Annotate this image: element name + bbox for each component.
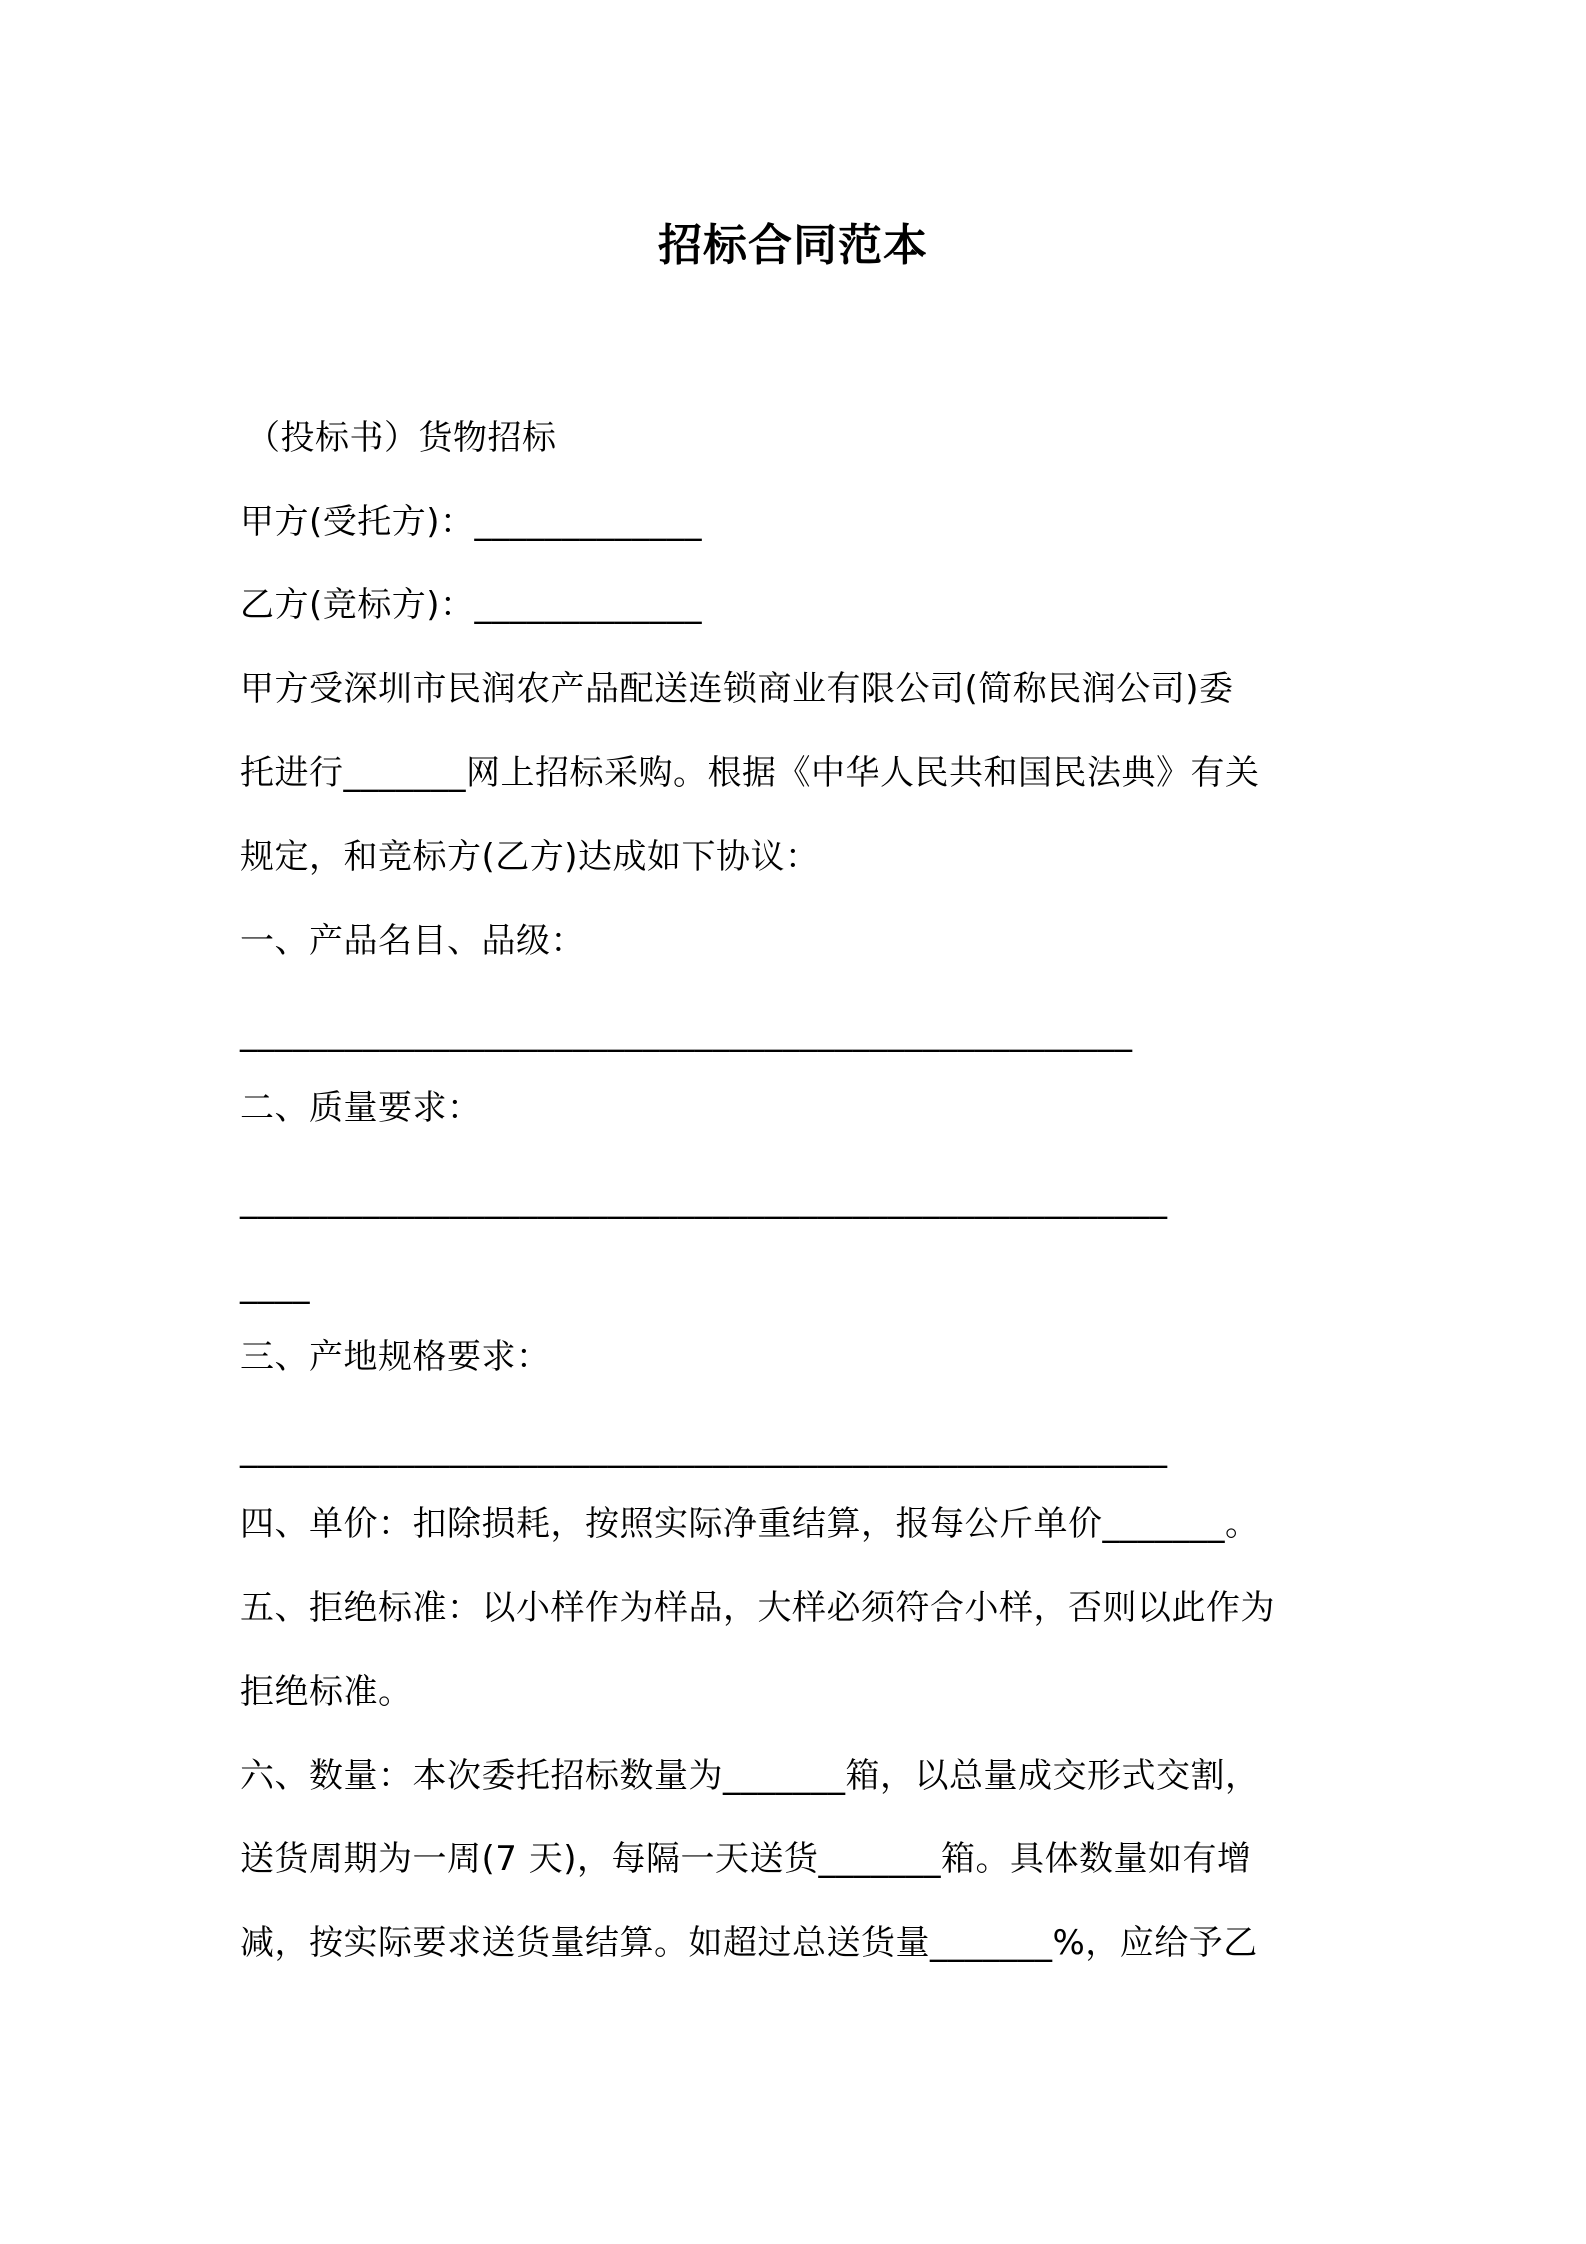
subtitle-line: （投标书）货物招标 bbox=[246, 418, 557, 458]
blank-fill-line: _____________________________________________________ bbox=[240, 1180, 1168, 1220]
paragraph-line: 拒绝标准。 bbox=[240, 1672, 413, 1712]
paragraph-line: 减，按实际要求送货量结算。如超过总送货量_______%，应给予乙 bbox=[240, 1923, 1258, 1963]
paragraph-line: 甲方受深圳市民润农产品配送连锁商业有限公司(简称民润公司)委 bbox=[240, 669, 1234, 709]
blank-fill-line: _____________________________________________________ bbox=[240, 1429, 1168, 1469]
section-6-line: 六、数量：本次委托招标数量为_______箱，以总量成交形式交割， bbox=[240, 1756, 1260, 1796]
blank-fill-line: ___________________________________________________ bbox=[240, 1013, 1133, 1053]
paragraph-line: 送货周期为一周(7 天)，每隔一天送货_______箱。具体数量如有增 bbox=[240, 1839, 1252, 1879]
party-b-line: 乙方(竞标方)：_____________ bbox=[240, 585, 703, 625]
paragraph-line: 规定，和竞标方(乙方)达成如下协议： bbox=[240, 837, 820, 877]
paragraph-line: 托进行_______网上招标采购。根据《中华人民共和国民法典》有关 bbox=[240, 753, 1260, 793]
section-4-line: 四、单价：扣除损耗，按照实际净重结算，报每公斤单价_______。 bbox=[240, 1504, 1260, 1544]
party-a-line: 甲方(受托方)：_____________ bbox=[240, 502, 703, 542]
section-5-line: 五、拒绝标准：以小样作为样品，大样必须符合小样，否则以此作为 bbox=[240, 1588, 1275, 1628]
blank-fill-line: ____ bbox=[240, 1265, 310, 1305]
section-3-heading: 三、产地规格要求： bbox=[240, 1337, 551, 1377]
section-2-heading: 二、质量要求： bbox=[240, 1088, 482, 1128]
section-1-heading: 一、产品名目、品级： bbox=[240, 921, 585, 961]
document-title: 招标合同范本 bbox=[658, 220, 928, 271]
